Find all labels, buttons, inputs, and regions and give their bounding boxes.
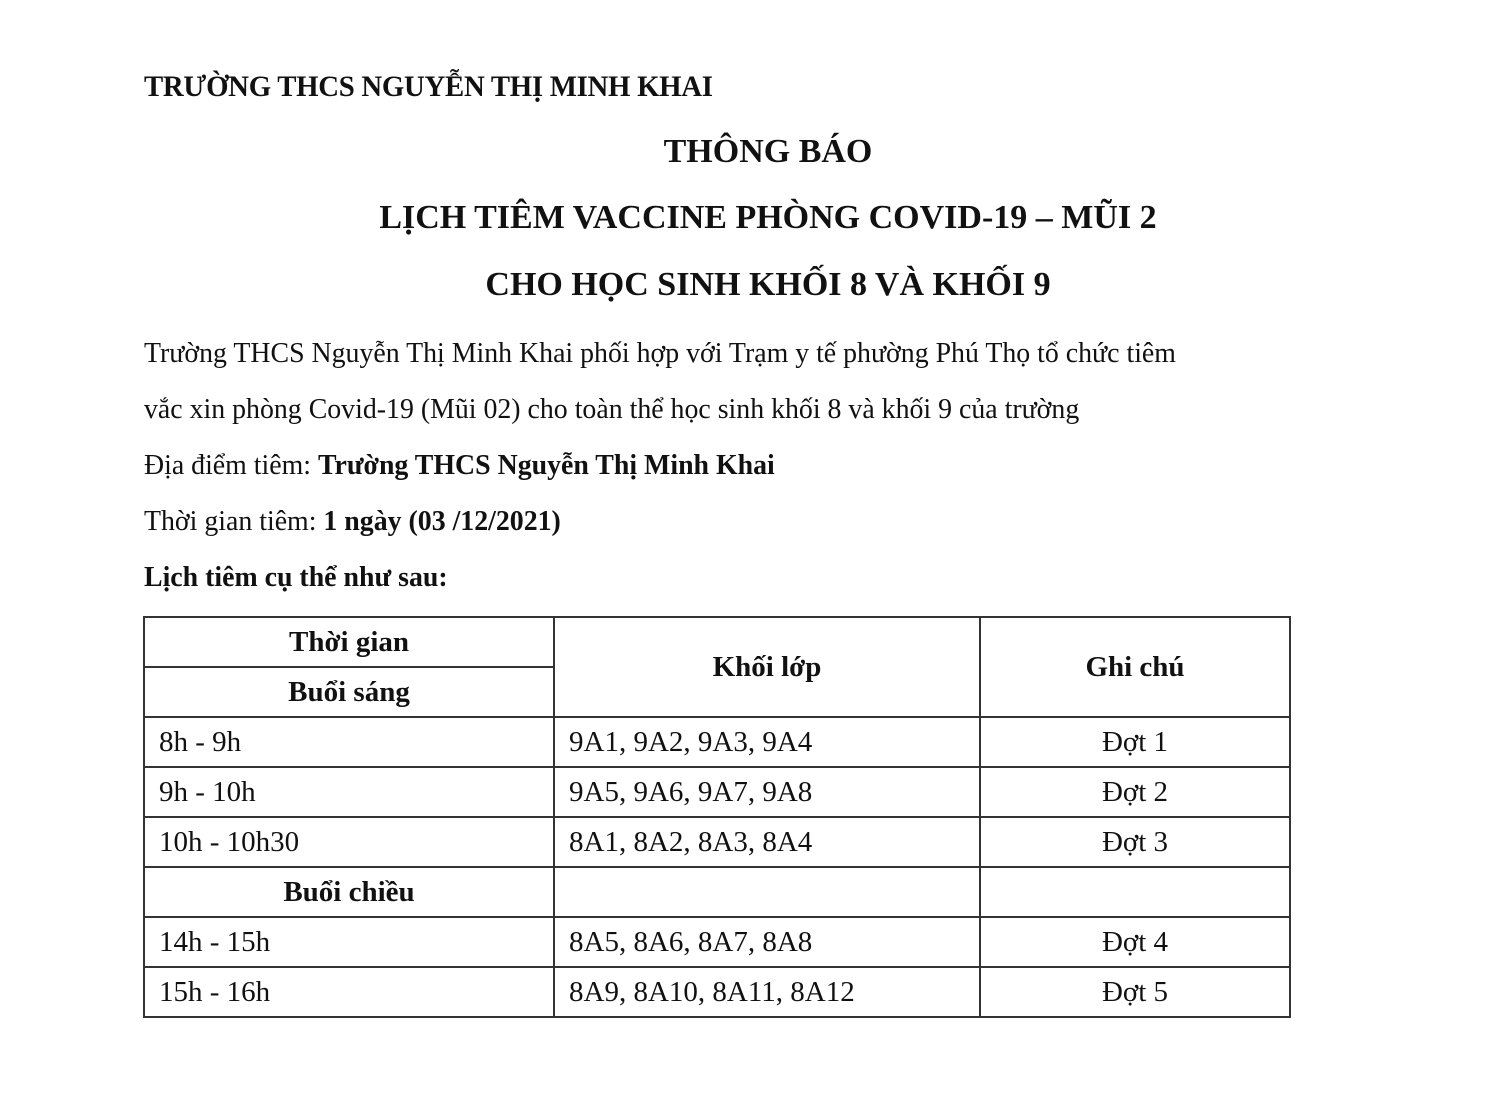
row-time: 10h - 10h30 [144, 817, 554, 867]
table-row [144, 817, 1290, 867]
schedule-table [143, 616, 1291, 1018]
row-time: 15h - 16h [144, 967, 554, 1017]
row-note: Đợt 1 [980, 717, 1290, 767]
row-note: Đợt 3 [980, 817, 1290, 867]
header-note: Ghi chú [980, 617, 1290, 717]
row-time: 14h - 15h [144, 917, 554, 967]
row-classes: 9A1, 9A2, 9A3, 9A4 [554, 717, 980, 767]
row-classes: 8A5, 8A6, 8A7, 8A8 [554, 917, 980, 967]
row-classes: 8A9, 8A10, 8A11, 8A12 [554, 967, 980, 1017]
notice-audience: CHO HỌC SINH KHỐI 8 VÀ KHỐI 9 [485, 266, 1051, 303]
row-note: Đợt 5 [980, 967, 1290, 1017]
time-line [144, 505, 561, 538]
header-class: Khối lớp [554, 617, 980, 717]
table-row [144, 967, 1290, 1017]
table-row [144, 717, 1290, 767]
header-morning: Buổi sáng [144, 667, 554, 717]
empty-cell [554, 867, 980, 917]
row-note: Đợt 4 [980, 917, 1290, 967]
time-label: Thời gian tiêm: [144, 505, 324, 537]
row-time: 8h - 9h [144, 717, 554, 767]
intro-line-2: vắc xin phòng Covid-19 (Mũi 02) cho toàn thể học sinh khối 8 và khối 9 của trường [144, 393, 1080, 425]
time-value: 1 ngày (03 /12/2021) [323, 505, 561, 537]
intro-line-1: Trường THCS Nguyễn Thị Minh Khai phối hợp với Trạm y tế phường Phú Thọ tổ chức tiêm [144, 337, 1176, 369]
row-classes: 9A5, 9A6, 9A7, 9A8 [554, 767, 980, 817]
table-row [144, 767, 1290, 817]
afternoon-label: Buổi chiều [144, 867, 554, 917]
empty-cell [980, 867, 1290, 917]
school-name: TRƯỜNG THCS NGUYỄN THỊ MINH KHAI [144, 70, 713, 103]
row-classes: 8A1, 8A2, 8A3, 8A4 [554, 817, 980, 867]
notice-subtitle: LỊCH TIÊM VACCINE PHÒNG COVID-19 – MŨI 2 [379, 199, 1157, 236]
afternoon-section-row [144, 867, 1290, 917]
location-label: Địa điểm tiêm: [144, 449, 318, 481]
table-row [144, 917, 1290, 967]
header-time: Thời gian [144, 617, 554, 667]
row-time: 9h - 10h [144, 767, 554, 817]
table-header-row [144, 617, 1290, 667]
notice-title: THÔNG BÁO [663, 133, 873, 170]
schedule-heading: Lịch tiêm cụ thể như sau: [144, 561, 448, 593]
location-line [144, 449, 775, 482]
row-note: Đợt 2 [980, 767, 1290, 817]
location-value: Trường THCS Nguyễn Thị Minh Khai [317, 449, 775, 481]
